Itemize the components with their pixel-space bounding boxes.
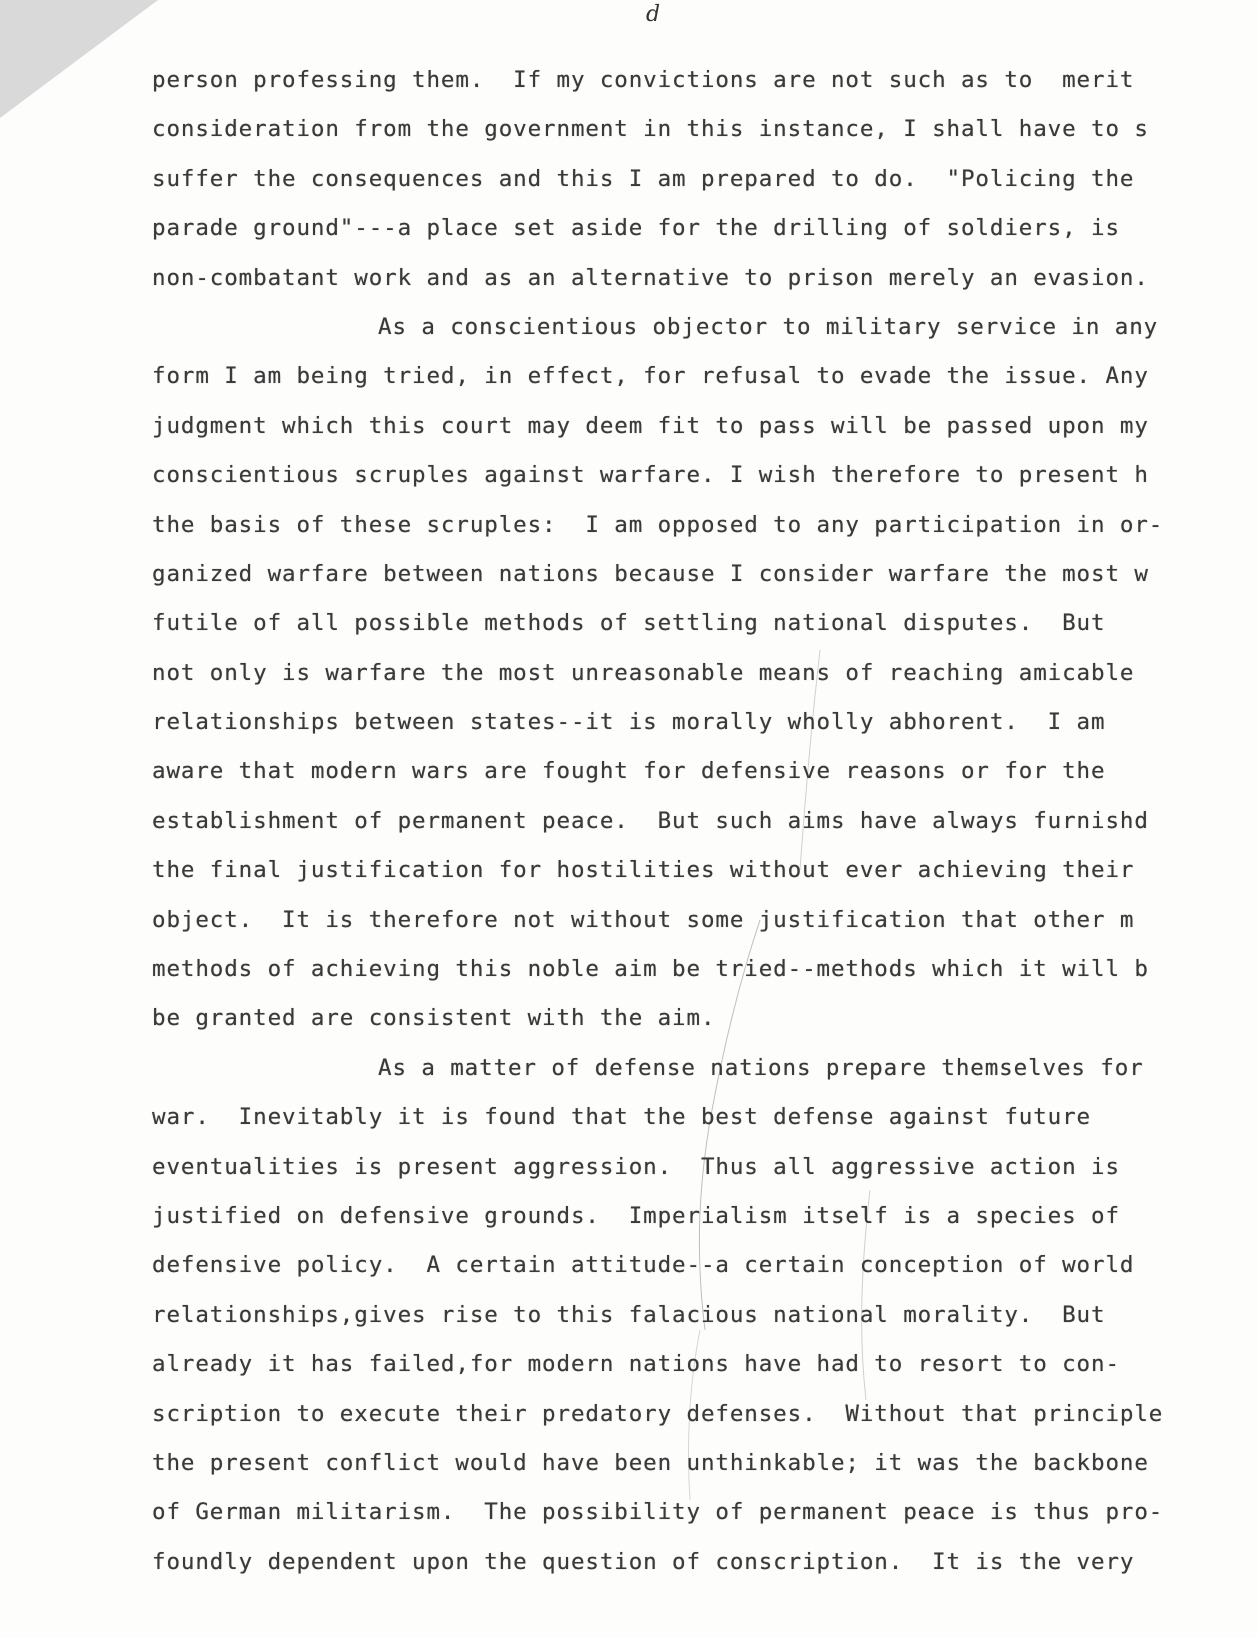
text-line: consideration from the government in this instance, I shall have to s — [152, 116, 1149, 143]
text-line: the basis of these scruples: I am opposed to any participation in or- — [152, 511, 1164, 538]
text-line: futile of all possible methods of settling national disputes. But — [152, 610, 1106, 637]
text-line: As a conscientious objector to military service in any — [378, 313, 1159, 340]
text-line: of German militarism. The possibility of permanent peace is thus pro- — [152, 1499, 1164, 1526]
page-marker: d — [646, 2, 661, 27]
text-line: already it has failed,for modern nations have had to resort to con- — [152, 1351, 1120, 1378]
text-line: be granted are consistent with the aim. — [152, 1005, 716, 1032]
text-line: ganized warfare between nations because I consider warfare the most w — [152, 560, 1149, 587]
text-line: parade ground"---a place set aside for the drilling of soldiers, is — [152, 215, 1120, 242]
text-line: the present conflict would have been unthinkable; it was the backbone — [152, 1449, 1149, 1476]
text-line: suffer the consequences and this I am prepared to do. "Policing the — [152, 165, 1135, 192]
text-line: person professing them. If my convictions are not such as to merit — [152, 67, 1135, 93]
text-line: relationships,gives rise to this falacious national morality. But — [152, 1301, 1106, 1328]
text-line: As a matter of defense nations prepare themselves for — [378, 1054, 1144, 1081]
text-line: the final justification for hostilities without ever achieving their — [152, 857, 1135, 884]
text-line: scription to execute their predatory defenses. Without that principle — [152, 1400, 1164, 1427]
text-line: defensive policy. A certain attitude--a certain conception of world — [152, 1252, 1135, 1279]
text-line: aware that modern wars are fought for defensive reasons or for the — [152, 758, 1106, 785]
text-line: relationships between states--it is morally wholly abhorent. I am — [152, 709, 1106, 736]
text-line: object. It is therefore not without some justification that other m — [152, 906, 1135, 933]
text-line: form I am being tried, in effect, for refusal to evade the issue. Any — [152, 363, 1149, 390]
text-line: conscientious scruples against warfare. I wish therefore to present h — [152, 462, 1149, 489]
text-line: establishment of permanent peace. But such aims have always furnishd — [152, 807, 1149, 834]
text-line: judgment which this court may deem fit to pass will be passed upon my — [152, 412, 1149, 439]
typed-body-text — [152, 56, 1212, 1587]
text-line: war. Inevitably it is found that the best defense against future — [152, 1104, 1091, 1131]
text-line: eventualities is present aggression. Thus all aggressive action is — [152, 1153, 1120, 1180]
text-line: not only is warfare the most unreasonable means of reaching amicable — [152, 659, 1135, 686]
text-line: foundly dependent upon the question of conscription. It is the very — [152, 1548, 1135, 1575]
text-line: justified on defensive grounds. Imperialism itself is a species of — [152, 1202, 1120, 1229]
text-line: non-combatant work and as an alternative to prison merely an evasion. — [152, 264, 1149, 291]
text-line: methods of achieving this noble aim be tried--methods which it will b — [152, 956, 1149, 983]
